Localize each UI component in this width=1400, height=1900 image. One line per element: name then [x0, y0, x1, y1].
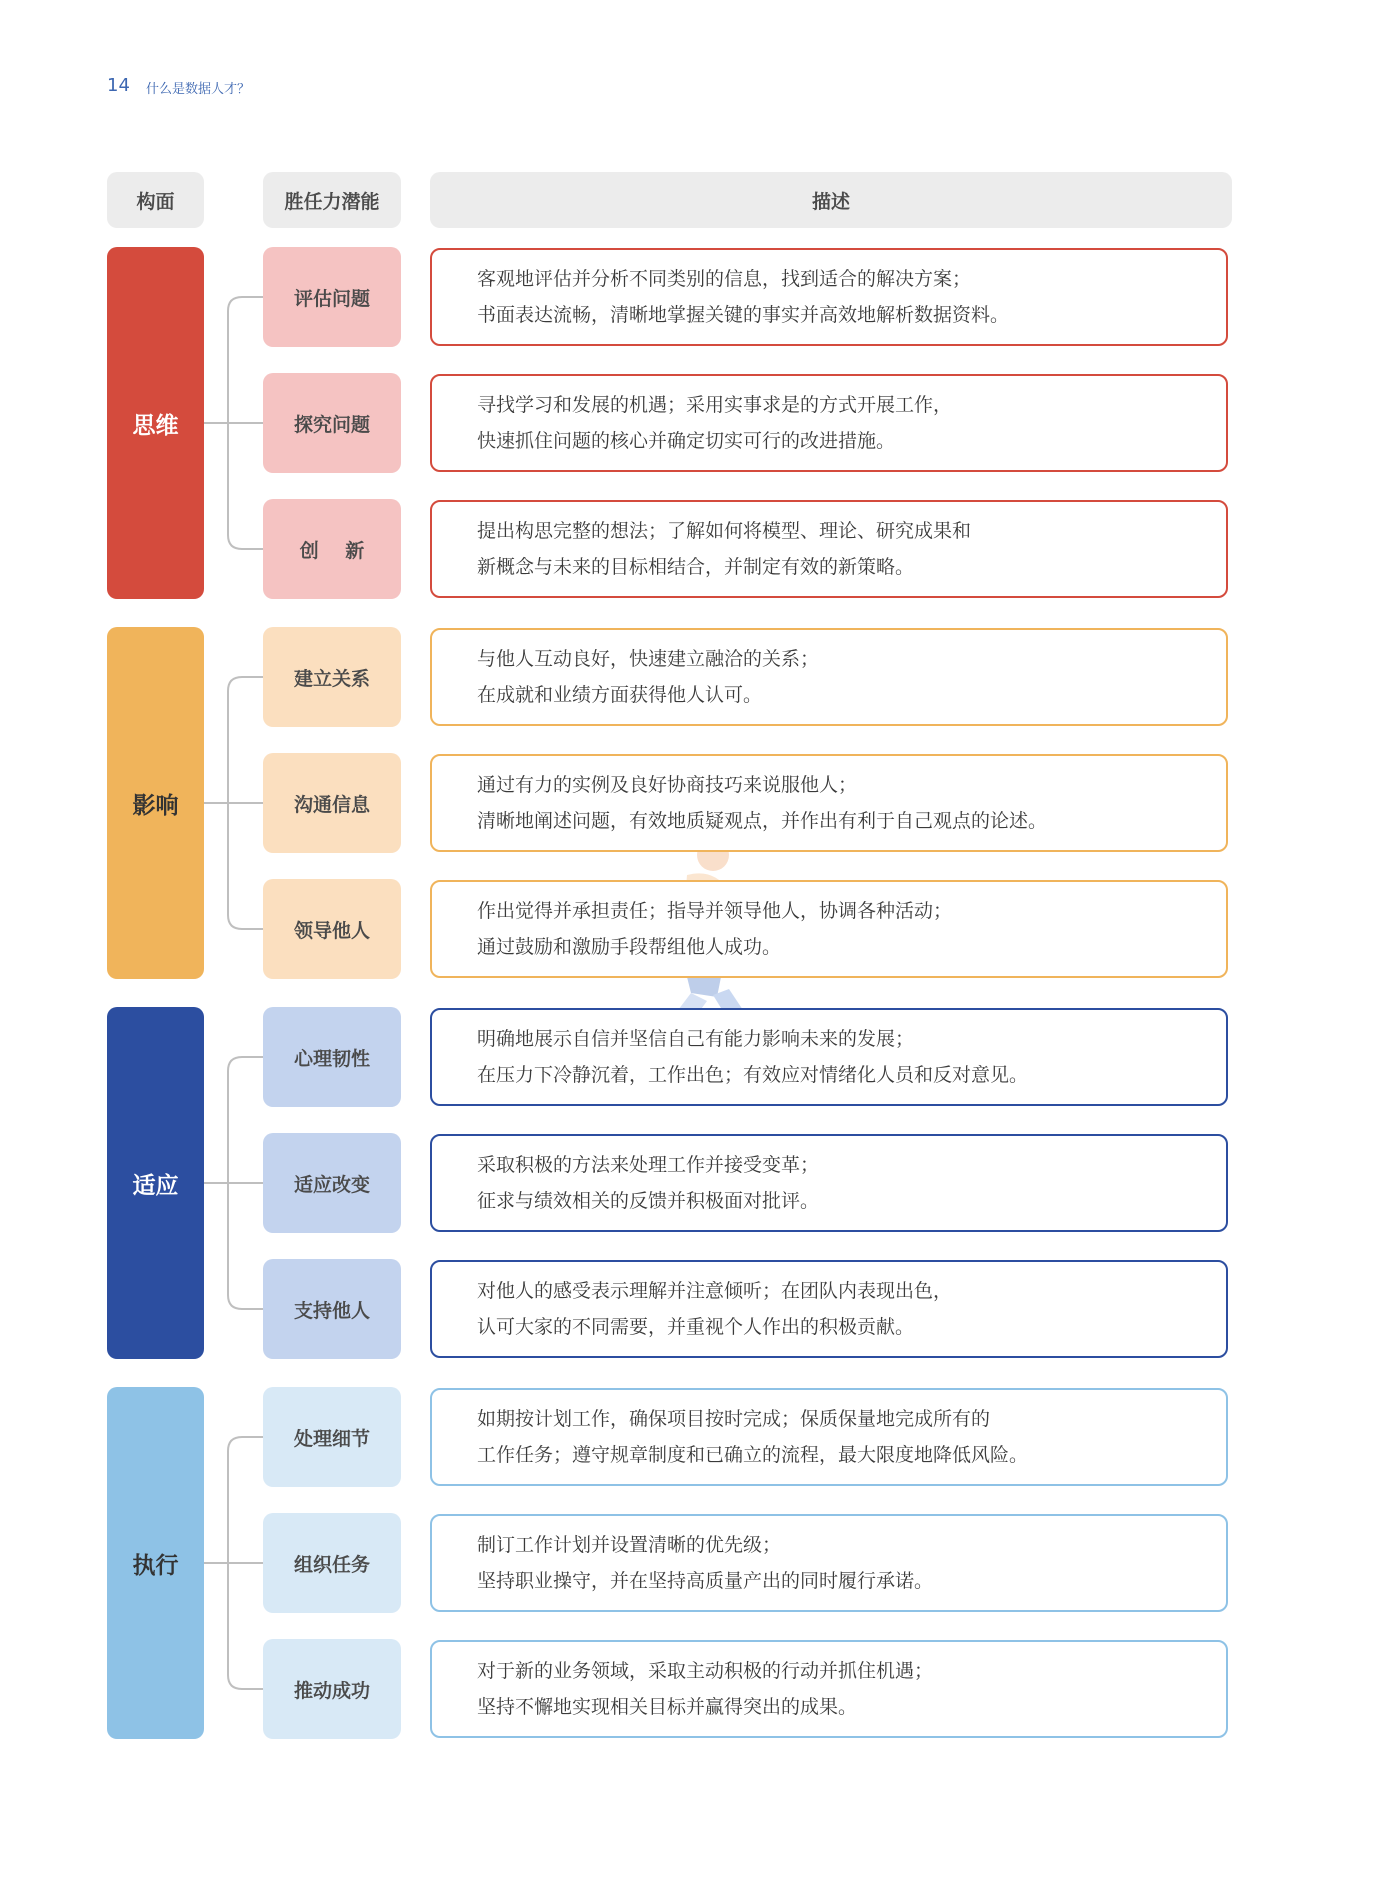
description-line: 客观地评估并分析不同类别的信息，找到适合的解决方案； — [477, 268, 972, 290]
potential-label: 创 新 — [263, 499, 401, 599]
potential-label: 建立关系 — [263, 627, 401, 727]
description-box — [430, 754, 1228, 852]
column-header-dimension: 构面 — [107, 172, 204, 228]
description-line: 征求与绩效相关的反馈并积极面对批评。 — [477, 1190, 820, 1212]
group-connector — [204, 627, 263, 979]
description-line: 寻找学习和发展的机遇；采用实事求是的方式开展工作， — [477, 394, 953, 416]
group-connector — [204, 1387, 263, 1739]
description-box — [430, 1260, 1228, 1358]
description-line: 与他人互动良好，快速建立融洽的关系； — [477, 648, 820, 670]
description-box — [430, 1388, 1228, 1486]
description-line: 对于新的业务领域，采取主动积极的行动并抓住机遇； — [477, 1660, 934, 1682]
potential-label: 支持他人 — [263, 1259, 401, 1359]
description-line: 在压力下冷静沉着，工作出色；有效应对情绪化人员和反对意见。 — [477, 1064, 1029, 1086]
page-title: 什么是数据人才？ — [146, 82, 251, 97]
description-line: 在成就和业绩方面获得他人认可。 — [477, 684, 763, 706]
description-line: 采取积极的方法来处理工作并接受变革； — [477, 1154, 820, 1176]
description-line: 对他人的感受表示理解并注意倾听；在团队内表现出色， — [477, 1280, 953, 1302]
dimension-block: 影响 — [107, 627, 204, 979]
description-box — [430, 880, 1228, 978]
description-box — [430, 1008, 1228, 1106]
description-line: 快速抓住问题的核心并确定切实可行的改进措施。 — [477, 430, 896, 452]
description-box — [430, 1514, 1228, 1612]
potential-label: 组织任务 — [263, 1513, 401, 1613]
dimension-block: 思维 — [107, 247, 204, 599]
column-header-potential: 胜任力潜能 — [263, 172, 401, 228]
description-box — [430, 374, 1228, 472]
description-line: 清晰地阐述问题，有效地质疑观点，并作出有利于自己观点的论述。 — [477, 810, 1048, 832]
potential-label: 评估问题 — [263, 247, 401, 347]
potential-label: 处理细节 — [263, 1387, 401, 1487]
description-box — [430, 628, 1228, 726]
description-line: 书面表达流畅，清晰地掌握关键的事实并高效地解析数据资料。 — [477, 304, 1010, 326]
potential-label: 领导他人 — [263, 879, 401, 979]
description-line: 明确地展示自信并坚信自己有能力影响未来的发展； — [477, 1028, 915, 1050]
group-connector — [204, 247, 263, 599]
description-line: 提出构思完整的想法；了解如何将模型、理论、研究成果和 — [477, 520, 972, 542]
description-line: 作出觉得并承担责任；指导并领导他人，协调各种活动； — [477, 900, 953, 922]
description-box — [430, 248, 1228, 346]
description-box — [430, 1640, 1228, 1738]
description-line: 制订工作计划并设置清晰的优先级； — [477, 1534, 782, 1556]
description-line: 认可大家的不同需要，并重视个人作出的积极贡献。 — [477, 1316, 915, 1338]
dimension-block: 执行 — [107, 1387, 204, 1739]
description-line: 工作任务；遵守规章制度和已确立的流程，最大限度地降低风险。 — [477, 1444, 1029, 1466]
potential-label: 适应改变 — [263, 1133, 401, 1233]
page-number: 14 — [107, 75, 130, 96]
dimension-block: 适应 — [107, 1007, 204, 1359]
column-header-description: 描述 — [430, 172, 1232, 228]
potential-label: 沟通信息 — [263, 753, 401, 853]
description-line: 通过有力的实例及良好协商技巧来说服他人； — [477, 774, 858, 796]
group-connector — [204, 1007, 263, 1359]
description-line: 坚持不懈地实现相关目标并赢得突出的成果。 — [477, 1696, 858, 1718]
description-line: 新概念与未来的目标相结合，并制定有效的新策略。 — [477, 556, 915, 578]
description-box — [430, 1134, 1228, 1232]
potential-label: 探究问题 — [263, 373, 401, 473]
potential-label: 心理韧性 — [263, 1007, 401, 1107]
description-line: 如期按计划工作，确保项目按时完成；保质保量地完成所有的 — [477, 1408, 991, 1430]
description-line: 通过鼓励和激励手段帮组他人成功。 — [477, 936, 782, 958]
description-line: 坚持职业操守，并在坚持高质量产出的同时履行承诺。 — [477, 1570, 934, 1592]
potential-label: 推动成功 — [263, 1639, 401, 1739]
description-box — [430, 500, 1228, 598]
